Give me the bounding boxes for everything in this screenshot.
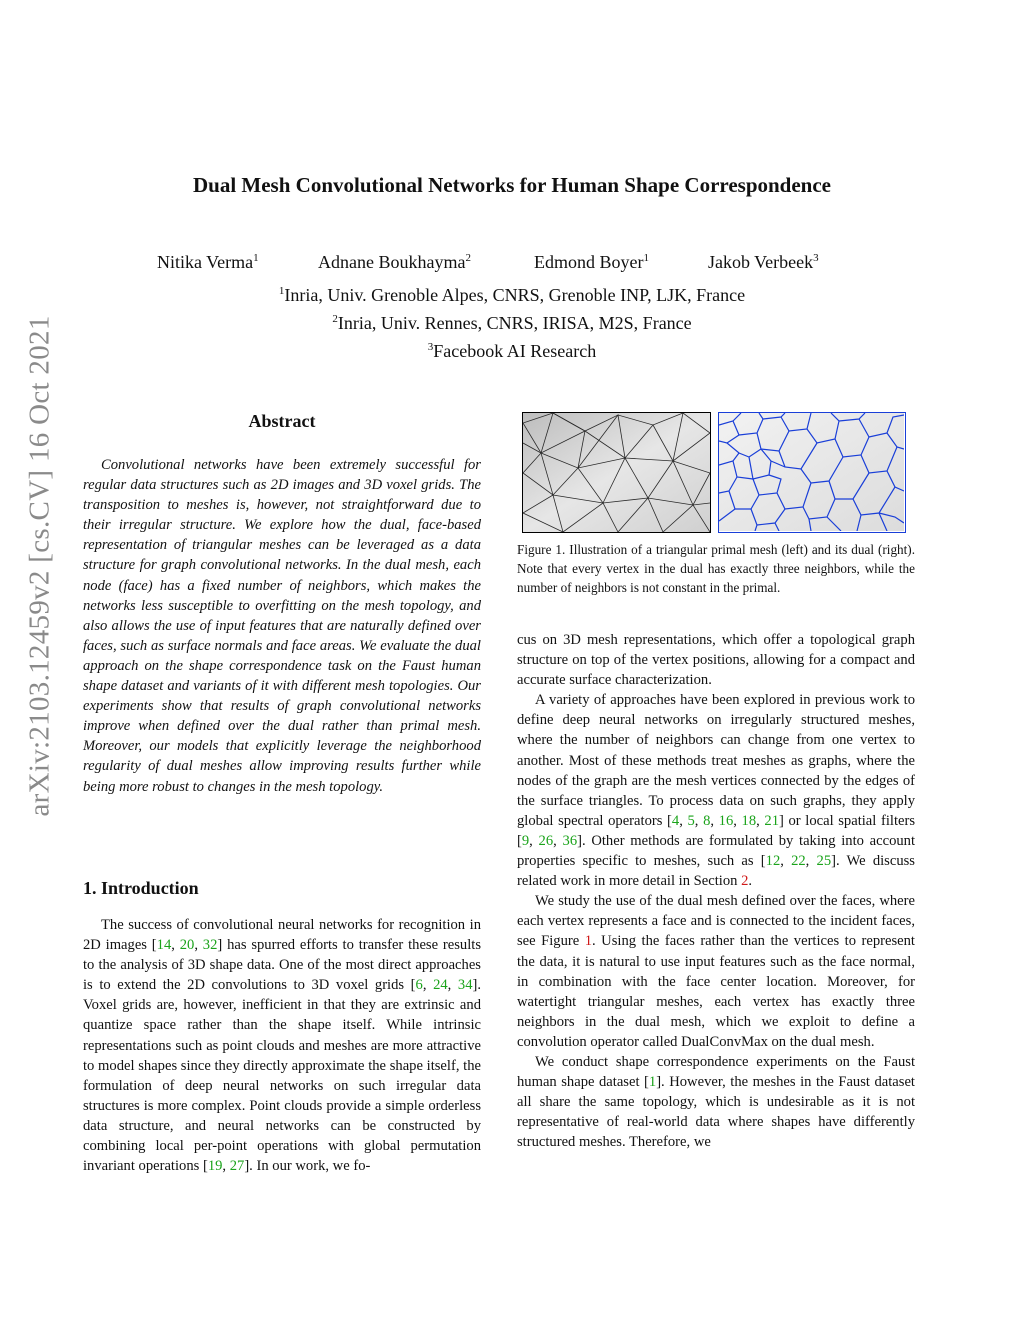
section-link[interactable]: 2 bbox=[741, 873, 749, 890]
figure-link[interactable]: 1 bbox=[584, 933, 593, 950]
affiliation-2: $^2$Inria, Univ. Rennes, CNRS, IRISA, M2S, France bbox=[332, 313, 692, 333]
citation-link[interactable]: 34 bbox=[457, 977, 473, 994]
author-3: Edmond Boyer$^1$ bbox=[534, 252, 649, 272]
citation-link[interactable]: 26 bbox=[538, 832, 554, 849]
citation-link[interactable]: 32 bbox=[202, 937, 218, 954]
citation-link[interactable]: 25 bbox=[816, 853, 832, 870]
citation-link[interactable]: 4 bbox=[671, 812, 680, 829]
paper-title: Dual Mesh Convolutional Networks for Human Shape Correspondence bbox=[192, 173, 832, 197]
intro-paragraph-1: The success of convolutional neural networks for recognition in 2D images [14, 20, 32] has spurred efforts to transfer these results to the analysis of 3D shape data. One of the most direct approaches is to extend the 2D convolutions to 3D voxel grids [6, 24, 34]. Voxel grids are, however, inefficient in that they are extrinsic and quantize space rather than the shape itself. While intrinsic representations such as point clouds and meshes are more attractive to model shapes since they directly approximate the shape itself, the formulation of deep neural networks on such irregular data structures is more complex. Point clouds provide a simple orderless data structure, and neural networks can be constructed by combining local per-point operations with global permutation invariant operations [19, 27]. In our work, we fo- bbox=[83, 917, 482, 1175]
figure-1 bbox=[522, 412, 908, 533]
citation-link[interactable]: 24 bbox=[433, 977, 448, 994]
citation-link[interactable]: 6 bbox=[415, 977, 423, 994]
citation-link[interactable]: 19 bbox=[207, 1158, 223, 1175]
author-1: Nitika Verma$^1$ bbox=[157, 252, 259, 272]
figure-1-caption: Figure 1. Illustration of a triangular primal mesh (left) and its dual (right). Note that every vertex in the dual has exactly three neighbors, while the number of neighbors is not constant in the primal. bbox=[517, 542, 915, 595]
citation-link[interactable]: 14 bbox=[156, 937, 172, 954]
right-paragraph-2: We study the use of the dual mesh defined over the faces, where each vertex represents a face and is connected to the incident faces, see Figure 1. Using the faces rather than the vertices to represent the data, it is natural to use input features such as the face normal, in combination with the face center location. Moreover, for watertight triangular meshes, each vertex has exactly three neighbors in the dual mesh, which we exploit to define a convolution operator called DualConvMax on the dual mesh. bbox=[517, 893, 915, 1050]
citation-link[interactable]: 1 bbox=[648, 1074, 657, 1091]
citation-link[interactable]: 36 bbox=[562, 832, 578, 849]
right-paragraph-1: A variety of approaches have been explored in previous work to define deep neural networks on irregularly structured meshes, where the number of neighbors can change from one vertex to another. Most of these methods treat meshes as graphs, where the nodes of the graph are the mesh vertices connected by the edges of the surface triangles. To process data on such graphs, they apply global spectral operators [4, 5, 8, 16, 18, 21] or local spatial filters [9, 26, 36]. Other methods are formulated by taking into account properties specific to meshes, such as [12, 22, 25]. We discuss related work in more detail in Section 2. bbox=[517, 692, 916, 890]
abstract-text: Convolutional networks have been extremely successful for regular data structures such as 2D images and 3D voxel grids. The transposition to meshes is, however, not straightforward due to their irregular structure. We explore how the dual, face-based representation of triangular meshes can be leveraged as a data structure for graph convolutional networks. In the dual mesh, each node (face) has a fixed number of neighbors, which makes the networks less susceptible to overfitting on the mesh topology, and also allows the use of input features that are naturally defined over faces, such as surface normals and face areas. We evaluate the dual approach on the shape correspondence task on the Faust human shape dataset and variants of it with different mesh topologies. Our experiments show that results of graph convolutional networks improve when defined over the dual rather than primal mesh. Moreover, our models that explicitly leverage the neighborhood regularity of dual meshes allow improving results further while being more robust to changes in the mesh topology. bbox=[83, 457, 481, 795]
arxiv-stamp: arXiv:2103.12459v2 [cs.CV] 16 Oct 2021 bbox=[23, 315, 56, 817]
citation-link[interactable]: 16 bbox=[718, 812, 734, 829]
citation-link[interactable]: 22 bbox=[791, 853, 806, 870]
author-2: Adnane Boukhayma$^2$ bbox=[318, 252, 471, 272]
intro-text bbox=[83, 915, 481, 1176]
affiliation-3: $^3$Facebook AI Research bbox=[427, 341, 597, 361]
citation-link[interactable]: 27 bbox=[229, 1158, 245, 1175]
abstract-heading: Abstract bbox=[248, 411, 316, 431]
primal-mesh-image bbox=[522, 412, 711, 533]
citation-link[interactable]: 21 bbox=[764, 812, 779, 829]
citation-link[interactable]: 5 bbox=[687, 812, 695, 829]
right-paragraph-0: cus on 3D mesh representations, which offer a topological graph structure on top of the vertex positions, allowing for a compact and accurate surface characterization. bbox=[517, 632, 915, 689]
right-column-text bbox=[517, 630, 915, 1152]
citation-link[interactable]: 8 bbox=[703, 812, 711, 829]
right-paragraph-3: We conduct shape correspondence experiments on the Faust human shape dataset [1]. However, the meshes in the Faust dataset all share the same topology, which is undesirable as it is not representative of real-world data where shapes have differently structured meshes. Therefore, we bbox=[517, 1053, 915, 1151]
section-heading-introduction: 1. Introduction bbox=[83, 878, 199, 898]
dual-mesh-image bbox=[718, 412, 906, 533]
citation-link[interactable]: 20 bbox=[179, 937, 195, 954]
affiliation-1: $^1$Inria, Univ. Grenoble Alpes, CNRS, Grenoble INP, LJK, France bbox=[278, 285, 746, 305]
author-4: Jakob Verbeek$^3$ bbox=[708, 252, 819, 272]
citation-link[interactable]: 18 bbox=[741, 812, 757, 829]
citation-link[interactable]: 12 bbox=[765, 853, 781, 870]
citation-link[interactable]: 9 bbox=[521, 832, 530, 849]
